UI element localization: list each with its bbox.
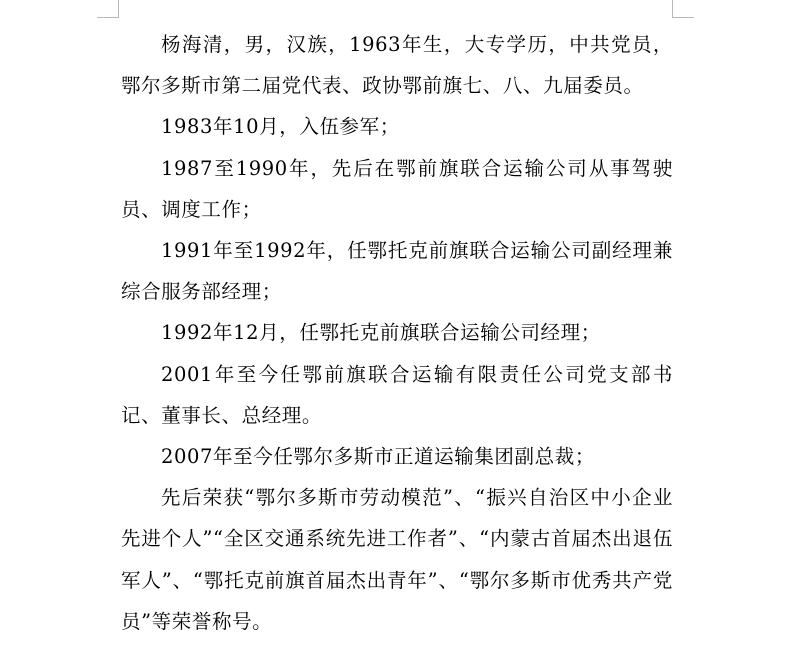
crop-mark-top-right (672, 0, 673, 17)
document-body (121, 24, 673, 642)
paragraph-bio-intro: 杨海清，男，汉族，1963年生，大专学历，中共党员，鄂尔多斯市第二届党代表、政协鄂前旗七、八、九届委员。 (121, 33, 673, 98)
paragraph-2007: 2007年至今任鄂尔多斯市正道运输集团副总裁； (161, 445, 595, 469)
paragraph-2001: 2001年至今任鄂前旗联合运输有限责任公司党支部书记、董事长、总经理。 (121, 362, 673, 427)
paragraph-1991: 1991年至1992年，任鄂托克前旗联合运输公司副经理兼综合服务部经理； (121, 239, 673, 304)
crop-mark-top-right-horizontal (672, 17, 694, 18)
paragraph-honors: 先后荣获“鄂尔多斯市劳动模范”、“振兴自治区中小企业先进个人”“全区交通系统先进工作者”、“内蒙古首届杰出退伍军人”、“鄂托克前旗首届杰出青年”、“鄂尔多斯市优秀共产党员”等荣誉称号。 (121, 486, 673, 633)
paragraph-1992: 1992年12月，任鄂托克前旗联合运输公司经理； (161, 321, 601, 345)
crop-mark-top-left-horizontal (97, 17, 119, 18)
crop-mark-top-left (118, 0, 119, 17)
paragraph-1987: 1987至1990年，先后在鄂前旗联合运输公司从事驾驶员、调度工作； (121, 156, 673, 221)
paragraph-1983: 1983年10月，入伍参军； (161, 115, 400, 139)
